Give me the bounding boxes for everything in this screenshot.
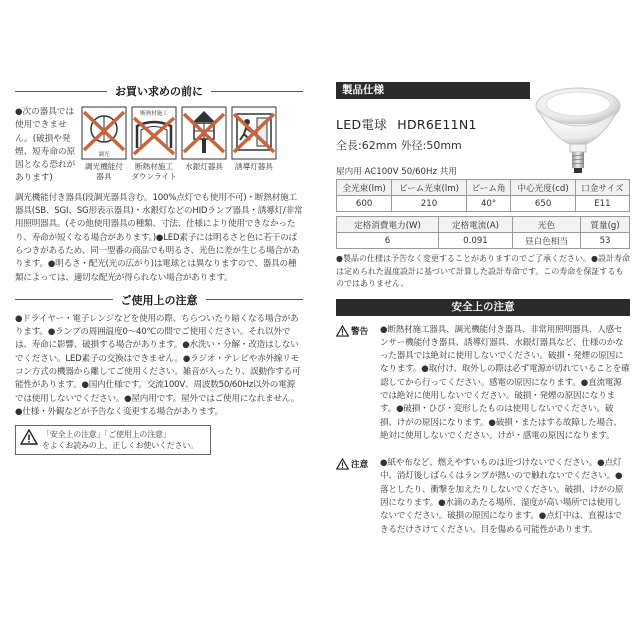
spec-value: 6 — [337, 233, 439, 249]
spec-value: 53 — [581, 233, 630, 249]
dimmer-fixture — [81, 106, 127, 186]
fixture-icons — [81, 106, 277, 186]
spec-header: 口金サイズ — [575, 180, 629, 196]
insulated-sublabel: 断熱材施工 — [140, 111, 168, 117]
warning-body: ●断熱材施工器具、調光機能付き器具、非常用照明器具、人感センサー機能付き器具、誘導灯器具、水銀灯器具など、仕様のかなった器具では絶対に使用しないでください。破損・発煙の原因になります。●取付け、取外しの際は必ず電源が切れていることを確認してから行ってください。感電の原因になります。●直流電源では絶対に使用しないでください。破損・発煙の原因になります。●破損・ひび・変形したものは使用しないでください。破損、けがの原因になります。●破損・またはする故障した場合、絶対に使用しないでください。けが・感電の原因になります。 — [380, 324, 630, 441]
spec-heading: 製品仕様 — [336, 82, 530, 99]
insulated-downlight-label: 断熱材施工 ダウンライト — [131, 162, 177, 181]
usage-body: ●ドライヤー・電子レンジなどを使用の際、ちらついたり暗くなる場合があります。●ランプの周囲温度0〜40℃の間でご使用ください。それ以外では、寿命に影響、破損する場合があります。●水洗い・分解・改造はしないでください。LED素子の交換はできません。●ラジオ・テレビや赤外線リモコン方式の機器から離してご使用ください。雑音が入ったり、誤動作する可能性があります。●国内仕様です。交流100V、周波数50/60Hz以外の電源では使用しないでください。●屋内用です。屋外ではご使用になれません。●仕様・外観などが予告なく変更する場合があります。 — [15, 313, 301, 417]
caution-block — [336, 457, 630, 537]
read-notice-box — [15, 425, 211, 455]
caution-triangle-icon — [20, 429, 38, 445]
dimmer-sublabel: 調光 — [98, 152, 110, 158]
usage-spec: 屋内用 AC100V 50/60Hz 共用 — [336, 167, 457, 177]
caution-triangle-icon — [336, 458, 349, 470]
dimmer-label: 調光機能付 器具 — [85, 162, 123, 181]
spec-value: 0.091 — [439, 233, 513, 249]
caution-body: ●紙や布など、燃えやすいものは近づけないでください。●点灯中、消灯後しばらくはランプが熱いので触れないでください。●落としたり、衝撃を加えたりしないでください。破損、けがの原因になります。●水滴のあたる場所、湿度が高い場所では使用しないでください。破損の原因になります。●点灯中は、直視はできるだけさけてください。目を傷める可能性があります。 — [380, 458, 624, 535]
insulated-downlight-prohibited-icon — [131, 106, 177, 160]
spec-header: 定格消費電力(W) — [337, 217, 439, 233]
spec-table-2 — [336, 216, 630, 249]
warning-triangle-icon — [336, 325, 349, 337]
spec-value: E11 — [575, 196, 629, 212]
emergency-exit-label: 誘導灯器具 — [235, 162, 273, 171]
warning-block — [336, 324, 630, 444]
purchase-body: 調光機能付き器具(段調光器具含む。100%点灯でも使用不可)・断熱材施工器具(SB、SGI、SG形表示器具)・水銀灯などのHIDランプ器具・誘導灯/非常用照明器具。(その他使用器具の種類、寸法、仕様により使用できなかったり、寿命が短くなる場合があります。)●LED素子には明るさと色に若干のばらつきがあるため、同一型番の商品でも明るさ、光色に差が生じる場合があります。●明るさ・配光(光の広がり)は電球とは異なりますので、器具の種類によっては、適切な配光が得られない場合があります。 — [15, 192, 303, 283]
insulated-downlight-fixture — [131, 106, 177, 186]
emergency-exit-prohibited-icon — [231, 106, 277, 160]
dimmer-prohibited-icon — [81, 106, 127, 160]
spec-value: 600 — [337, 196, 392, 212]
incompatible-fixtures — [15, 106, 303, 186]
spec-value: 昼白色相当 — [512, 233, 580, 249]
purchase-heading-text: お買い求めの前に — [115, 85, 203, 98]
usage-heading-text: ご使用上の注意 — [120, 293, 198, 307]
mercury-lamp-prohibited-icon — [181, 106, 227, 160]
spec-header: 光色 — [512, 217, 580, 233]
spec-value: 210 — [392, 196, 467, 212]
spec-header: 定格電流(A) — [439, 217, 513, 233]
mercury-lamp-label: 水銀灯器具 — [185, 162, 223, 171]
spec-header: 中心光度(cd) — [511, 180, 575, 196]
purchase-heading — [15, 82, 303, 100]
model-label: LED電球 — [336, 117, 387, 132]
spec-header: ビーム光束(lm) — [392, 180, 467, 196]
caution-tag: 注意 — [336, 457, 376, 537]
model-code: HDR6E11N1 — [397, 117, 477, 132]
safety-heading: 安全上の注意 — [336, 299, 630, 316]
dimensions: 全長:62mm 外径:50mm — [336, 139, 462, 152]
usage-heading — [15, 291, 303, 309]
spec-header: 全光束(lm) — [337, 180, 392, 196]
led-bulb-image — [526, 82, 630, 182]
spec-table-1 — [336, 179, 630, 212]
spec-value: 650 — [511, 196, 575, 212]
spec-notes: ●製品の仕様は予告なく変更することがありますのでご了承ください。●設計寿命は定められた温度設計に基づいて計算した設計寿命です。この寿命を保証するものではありません。 — [336, 254, 630, 288]
left-column — [15, 82, 303, 455]
spec-header: 質量(g) — [581, 217, 630, 233]
emergency-exit-fixture — [231, 106, 277, 186]
spec-header: ビーム角 — [466, 180, 511, 196]
spec-value: 40° — [466, 196, 511, 212]
mercury-lamp-fixture — [181, 106, 227, 186]
warning-tag: 警告 — [336, 324, 376, 444]
read-notice-text: 「安全上の注意」「ご使用上の注意」 をよくお読みの上、正しくお使いください。 — [42, 430, 198, 451]
warning-note: ●次の器具では使用できません。(破損や発煙、短寿命の原因となる恐れがあります) — [15, 107, 76, 184]
